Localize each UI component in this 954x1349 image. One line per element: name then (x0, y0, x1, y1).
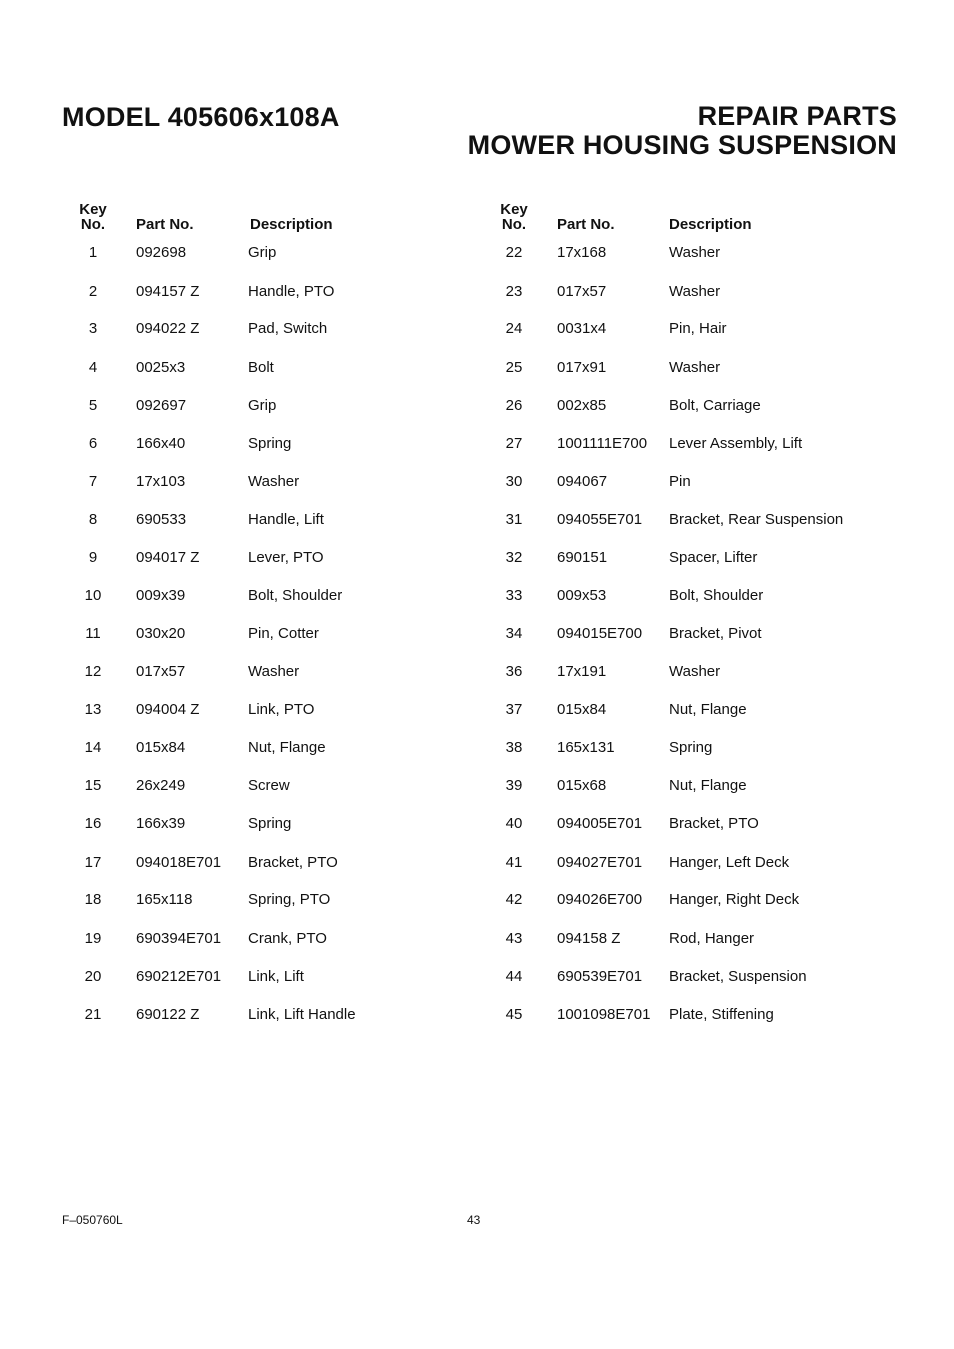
right-row-description: Bolt, Shoulder (669, 587, 764, 604)
right-row-key-number: 33 (505, 587, 523, 604)
left-row-key-number: 18 (84, 891, 102, 908)
left-row-part-number: 094022 Z (136, 320, 200, 337)
left-row-part-number: 015x84 (136, 739, 186, 756)
left-row-part-number: 017x57 (136, 663, 186, 680)
page-number: 43 (467, 1213, 481, 1227)
right-row-key-number: 32 (505, 549, 523, 566)
left-row-description: Spring (248, 435, 292, 452)
left-row-description: Pin, Cotter (248, 625, 319, 642)
right-row-part-number: 002x85 (557, 397, 607, 414)
left-row-key-number: 10 (84, 587, 102, 604)
right-row-description: Spacer, Lifter (669, 549, 758, 566)
left-row-key-number: 11 (85, 625, 101, 642)
form-number: F–050760L (62, 1213, 123, 1227)
left-row-part-number: 17x103 (136, 473, 186, 490)
right-row-description: Bracket, Rear Suspension (669, 511, 844, 528)
right-row-key-number: 25 (505, 359, 523, 376)
left-row-description: Screw (248, 777, 290, 794)
right-row-key-number: 40 (505, 815, 523, 832)
right-row-key-number: 39 (505, 777, 523, 794)
right-row-description: Washer (669, 663, 721, 680)
left-row-part-number: 094004 Z (136, 701, 200, 718)
left-row-description: Nut, Flange (248, 739, 326, 756)
left-row-description: Link, PTO (248, 701, 315, 718)
right-row-part-number: 017x57 (557, 283, 607, 300)
left-row-description: Grip (248, 244, 277, 261)
right-row-description: Hanger, Right Deck (669, 891, 800, 908)
right-row-description: Spring (669, 739, 713, 756)
left-row-part-number: 094157 Z (136, 283, 200, 300)
right-row-key-number: 42 (505, 891, 523, 908)
left-row-key-number: 6 (88, 435, 98, 452)
right-row-description: Nut, Flange (669, 777, 747, 794)
left-row-part-number: 092697 (136, 397, 187, 414)
right-row-description: Bracket, PTO (669, 815, 759, 832)
left-row-description: Washer (248, 473, 300, 490)
left-row-part-number: 092698 (136, 244, 187, 261)
right-row-part-number: 1001098E701 (557, 1006, 651, 1023)
left-row-description: Bracket, PTO (248, 854, 338, 871)
right-part-header: Part No. (557, 216, 615, 233)
left-row-key-number: 8 (88, 511, 98, 528)
left-row-description: Link, Lift Handle (248, 1006, 356, 1023)
left-row-part-number: 094018E701 (136, 854, 222, 871)
left-row-part-number: 009x39 (136, 587, 186, 604)
left-key-header-line2: No. (80, 216, 106, 233)
right-row-part-number: 17x191 (557, 663, 607, 680)
left-row-description: Handle, Lift (248, 511, 324, 528)
left-row-description: Bolt, Shoulder (248, 587, 343, 604)
right-row-part-number: 17x168 (557, 244, 607, 261)
left-row-part-number: 166x40 (136, 435, 186, 452)
right-row-description: Plate, Stiffening (669, 1006, 774, 1023)
right-row-part-number: 094158 Z (557, 930, 621, 947)
left-row-description: Spring, PTO (248, 891, 331, 908)
left-row-key-number: 1 (88, 244, 98, 261)
left-row-key-number: 14 (84, 739, 102, 756)
right-row-key-number: 22 (505, 244, 523, 261)
left-row-description: Handle, PTO (248, 283, 335, 300)
left-row-part-number: 094017 Z (136, 549, 200, 566)
right-row-part-number: 094027E701 (557, 854, 643, 871)
left-row-key-number: 3 (88, 320, 98, 337)
left-row-key-number: 9 (88, 549, 98, 566)
right-row-description: Hanger, Left Deck (669, 854, 790, 871)
right-row-description: Pin (669, 473, 691, 490)
right-row-key-number: 43 (505, 930, 523, 947)
left-description-header: Description (250, 216, 333, 233)
right-row-part-number: 017x91 (557, 359, 607, 376)
left-row-part-number: 030x20 (136, 625, 186, 642)
right-row-key-number: 23 (505, 283, 523, 300)
left-row-key-number: 13 (84, 701, 102, 718)
right-row-part-number: 690151 (557, 549, 608, 566)
right-row-key-number: 37 (505, 701, 523, 718)
right-row-description: Bracket, Suspension (669, 968, 807, 985)
right-row-part-number: 690539E701 (557, 968, 643, 985)
right-row-key-number: 41 (505, 854, 523, 871)
section-title-line2: MOWER HOUSING SUSPENSION (467, 130, 897, 160)
left-row-part-number: 166x39 (136, 815, 186, 832)
right-row-description: Bracket, Pivot (669, 625, 762, 642)
right-row-part-number: 094015E700 (557, 625, 643, 642)
left-row-key-number: 17 (84, 854, 102, 871)
left-row-key-number: 20 (84, 968, 102, 985)
right-description-header: Description (669, 216, 752, 233)
right-row-description: Washer (669, 244, 721, 261)
right-row-description: Lever Assembly, Lift (669, 435, 803, 452)
left-key-header-line1: Key (79, 201, 107, 218)
right-key-header-line2: No. (501, 216, 527, 233)
right-row-description: Pin, Hair (669, 320, 727, 337)
right-row-part-number: 0031x4 (557, 320, 607, 337)
right-row-key-number: 31 (505, 511, 523, 528)
left-row-description: Link, Lift (248, 968, 304, 985)
right-row-key-number: 34 (505, 625, 523, 642)
left-row-key-number: 16 (84, 815, 102, 832)
right-row-key-number: 30 (505, 473, 523, 490)
left-row-description: Bolt (248, 359, 274, 376)
left-row-part-number: 690122 Z (136, 1006, 200, 1023)
left-row-key-number: 4 (88, 359, 98, 376)
right-row-key-number: 26 (505, 397, 523, 414)
right-row-key-number: 38 (505, 739, 523, 756)
right-row-key-number: 24 (505, 320, 523, 337)
left-row-part-number: 690394E701 (136, 930, 222, 947)
right-row-key-number: 44 (505, 968, 523, 985)
right-row-part-number: 094055E701 (557, 511, 643, 528)
right-row-key-number: 45 (505, 1006, 523, 1023)
left-part-header: Part No. (136, 216, 194, 233)
left-row-key-number: 7 (88, 473, 98, 490)
right-row-description: Washer (669, 283, 721, 300)
left-row-description: Spring (248, 815, 292, 832)
right-row-part-number: 094005E701 (557, 815, 643, 832)
right-row-part-number: 015x68 (557, 777, 607, 794)
left-row-part-number: 690533 (136, 511, 187, 528)
right-row-part-number: 094026E700 (557, 891, 643, 908)
right-row-description: Washer (669, 359, 721, 376)
left-row-key-number: 5 (88, 397, 98, 414)
model-title: MODEL 405606x108A (62, 102, 340, 132)
right-key-header-line1: Key (500, 201, 528, 218)
left-row-description: Pad, Switch (248, 320, 328, 337)
left-row-key-number: 12 (84, 663, 102, 680)
left-row-part-number: 0025x3 (136, 359, 186, 376)
right-row-part-number: 1001111E700 (557, 435, 648, 452)
left-row-description: Grip (248, 397, 277, 414)
right-row-key-number: 36 (505, 663, 523, 680)
left-row-part-number: 165x118 (136, 891, 193, 908)
left-row-description: Crank, PTO (248, 930, 327, 947)
left-row-key-number: 2 (88, 283, 98, 300)
right-row-part-number: 165x131 (557, 739, 615, 756)
right-row-part-number: 009x53 (557, 587, 607, 604)
section-title-line1: REPAIR PARTS (697, 101, 897, 131)
left-row-part-number: 690212E701 (136, 968, 222, 985)
right-row-key-number: 27 (505, 435, 523, 452)
left-row-description: Washer (248, 663, 300, 680)
right-row-part-number: 094067 (557, 473, 608, 490)
left-row-part-number: 26x249 (136, 777, 186, 794)
left-row-key-number: 15 (84, 777, 102, 794)
section-title (468, 102, 897, 160)
right-row-description: Rod, Hanger (669, 930, 755, 947)
left-row-description: Lever, PTO (248, 549, 324, 566)
left-row-key-number: 19 (84, 930, 102, 947)
left-row-key-number: 21 (84, 1006, 102, 1023)
right-row-description: Bolt, Carriage (669, 397, 761, 414)
right-row-description: Nut, Flange (669, 701, 747, 718)
right-row-part-number: 015x84 (557, 701, 607, 718)
